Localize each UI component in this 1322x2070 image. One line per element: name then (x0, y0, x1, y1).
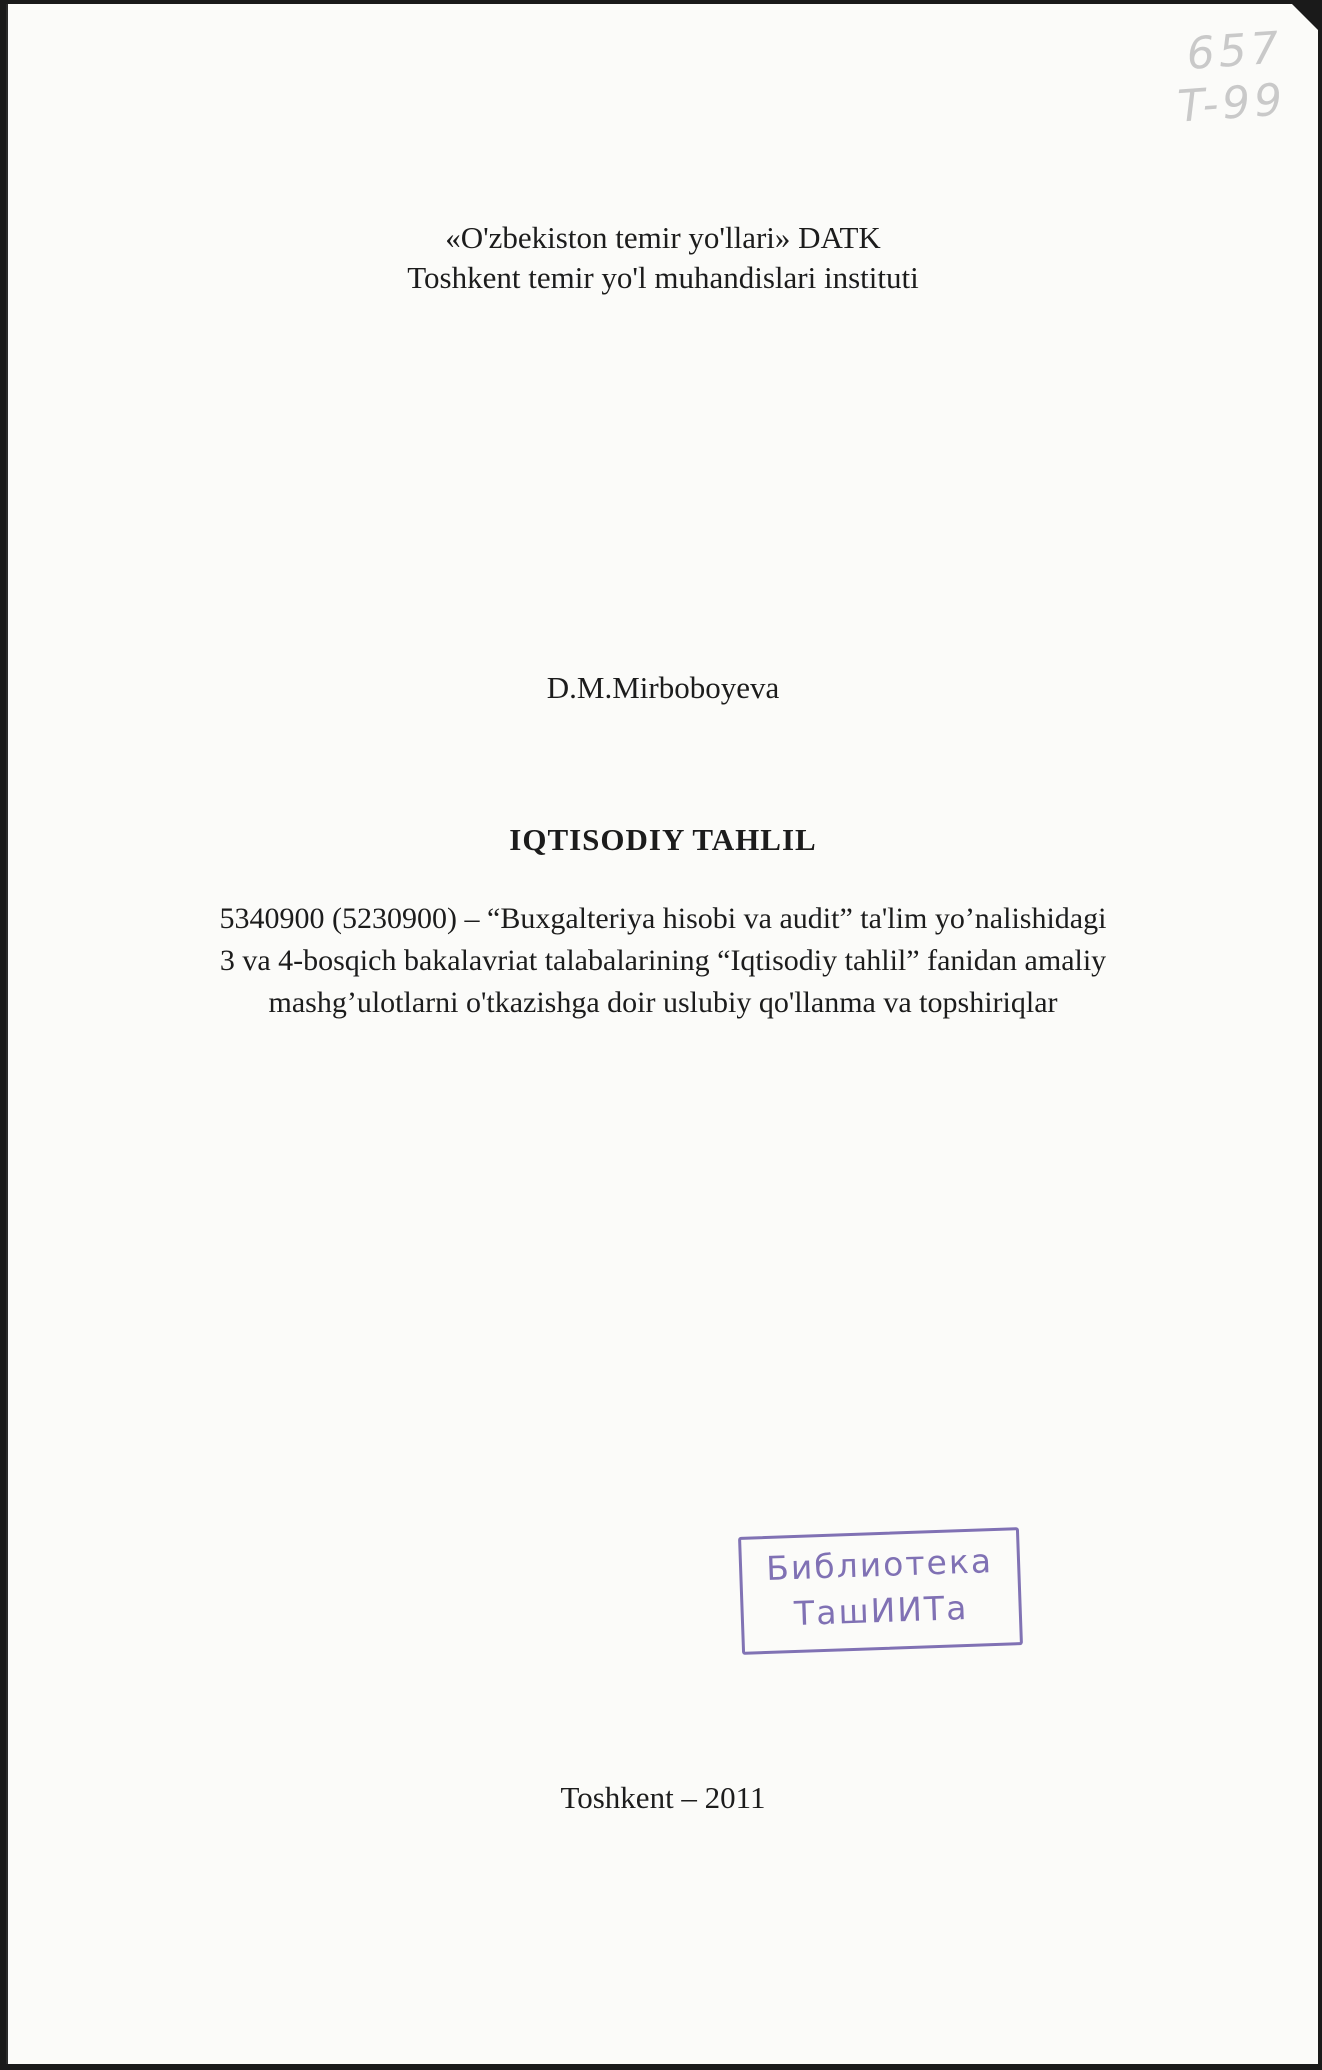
document-title: IQTISODIY TAHLIL (509, 822, 817, 857)
shelfmark-line-2: T-99 (1175, 74, 1288, 133)
description-line-2: 3 va 4-bosqich bakalavriat talabalarining “Iqtisodiy tahlil” fanidan amaliy (219, 944, 1107, 977)
handwritten-shelfmark (1172, 22, 1287, 133)
page-corner (1290, 2, 1320, 32)
description-line-1: 5340900 (5230900) – “Buxgalteriya hisobi va audit” ta'lim yo’nalishidagi (219, 902, 1107, 935)
header-organization: «O'zbekiston temir yo'llari» DATK (445, 220, 881, 255)
library-stamp (738, 1527, 1023, 1655)
author-name: D.M.Mirboboyeva (546, 670, 780, 705)
header-institute: Toshkent temir yo'l muhandislari instituti (407, 260, 919, 295)
shelfmark-line-1: 657 (1184, 22, 1284, 80)
description-line-3: mashg’ulotlarni o'tkazishga doir uslubiy qo'llanma va topshiriqlar (268, 986, 1058, 1019)
stamp-line-1: Библиотека (765, 1541, 994, 1588)
stamp-line-2: ТашИИТа (793, 1587, 969, 1634)
footer-place-year: Toshkent – 2011 (560, 1780, 766, 1815)
document-page (6, 4, 1318, 2064)
